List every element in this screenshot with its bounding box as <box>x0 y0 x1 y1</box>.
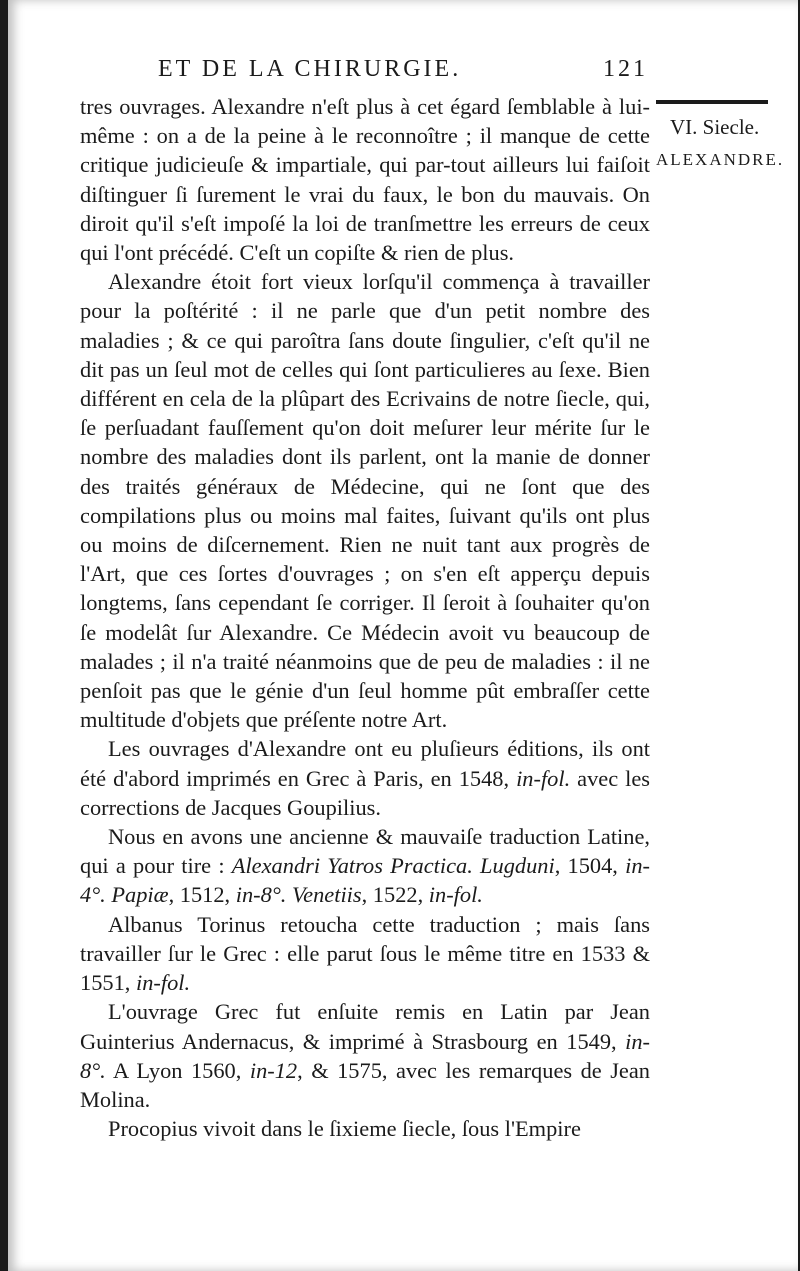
text-run: Albanus Torinus retoucha cette traduction ; mais ſans travailler ſur le Grec : elle parut ſous le même titre en 1533 & 1551, <box>80 911 650 996</box>
text-run: , & 1575, avec les remarques de Jean Molina. <box>80 1057 651 1112</box>
book-page <box>8 0 798 1271</box>
text-run: Nous en avons une ancienne & mauvaiſe traduction Latine, qui a pour tire : <box>80 824 650 879</box>
paragraph <box>80 92 650 267</box>
text-run: tres ouvrages. Alexandre n'eſt plus à cet égard ſemblable à lui-même : on a de la peine à le reconnoître ; il manque de cette critique judicieuſe & impartiale, qui par-tout ailleurs lui faiſoit diſtinguer ſi ſurement le vrai du faux, le bon du mauvais. On diroit qu'il s'eſt impoſé la loi de tranſmettre les erreurs de ceux qui l'ont précédé. C'eſt un copiſte & rien de plus. <box>80 94 650 266</box>
text-run: L'ouvrage Grec fut enſuite remis en Latin par Jean Guinterius Andernacus, & imprimé à Strasbourg en 1549, <box>80 999 650 1054</box>
paragraph <box>80 910 650 998</box>
text-run: Procopius vivoit dans le ſixieme ſiecle, ſous l'Empire <box>108 1116 581 1142</box>
italic-run: in-8°. <box>80 1028 650 1083</box>
italic-run: in-fol. <box>428 882 483 908</box>
text-run: Alexandre étoit fort vieux lorſqu'il commença à travailler pour la poſtérité : il ne parle que d'un petit nombre des maladies ; & ce qui paroîtra ſans doute ſingulier, c'eſt qu'il ne dit pas un ſeul mot de celles qui ſont particulieres au ſexe. Bien différent en cela de la plûpart des Ecrivains de notre ſiecle, qui, ſe perſuadant fauſſement qu'on doit meſurer leur mérite ſur le nombre des maladies dont ils parlent, ont la manie de donner des traités généraux de Médecine, qui ne ſont que des compilations plus ou moins mal faites, ſuivant qu'ils ont plus ou moins de diſcernement. Rien ne nuit tant aux progrès de l'Art, que ces ſortes d'ouvrages ; on s'en eſt apperçu depuis longtems, ſans cependant ſe corriger. Il ſeroit à ſouhaiter qu'on ſe modelât ſur Alexandre. Ce Médecin avoit vu beaucoup de malades ; il n'a traité néanmoins que de peu de maladies : il ne penſoit pas que le génie d'un ſeul homme pût embraſſer cette multitude d'objets que préſente notre Art. <box>80 269 650 733</box>
margin-author: ALEXANDRE. <box>656 150 785 169</box>
body-text <box>80 92 650 1143</box>
paragraph <box>80 734 650 822</box>
paragraph <box>80 267 650 734</box>
paragraph <box>80 997 650 1114</box>
paragraph <box>80 822 650 910</box>
running-header <box>158 56 648 83</box>
text-run: avec les corrections de Jacques Goupilius. <box>80 765 651 820</box>
page-number: 121 <box>603 56 648 82</box>
text-run: Les ouvrages d'Alexandre ont eu pluſieurs éditions, ils ont été d'abord imprimés en Grec à Paris, en 1548, <box>80 736 650 791</box>
margin-century: VI. Siecle. <box>670 115 760 139</box>
italic-run: in-fol. <box>135 970 191 996</box>
text-run: , 1522, <box>361 882 429 908</box>
italic-run: in-12 <box>249 1057 298 1083</box>
italic-run: Alexandri Yatros Practica. Lugduni <box>231 853 555 879</box>
running-title: ET DE LA CHIRURGIE. <box>158 56 462 82</box>
margin-note <box>656 112 800 178</box>
text-run: , 1504, <box>554 853 626 879</box>
paragraph <box>80 1114 650 1143</box>
italic-run: in-8°. Venetiis <box>235 882 362 908</box>
text-run: , 1512, <box>168 882 236 908</box>
italic-run: in-4°. Papiæ <box>80 853 651 908</box>
italic-run: in-fol. <box>516 765 571 791</box>
margin-rule <box>656 100 768 104</box>
text-run: A Lyon 1560, <box>105 1057 250 1083</box>
